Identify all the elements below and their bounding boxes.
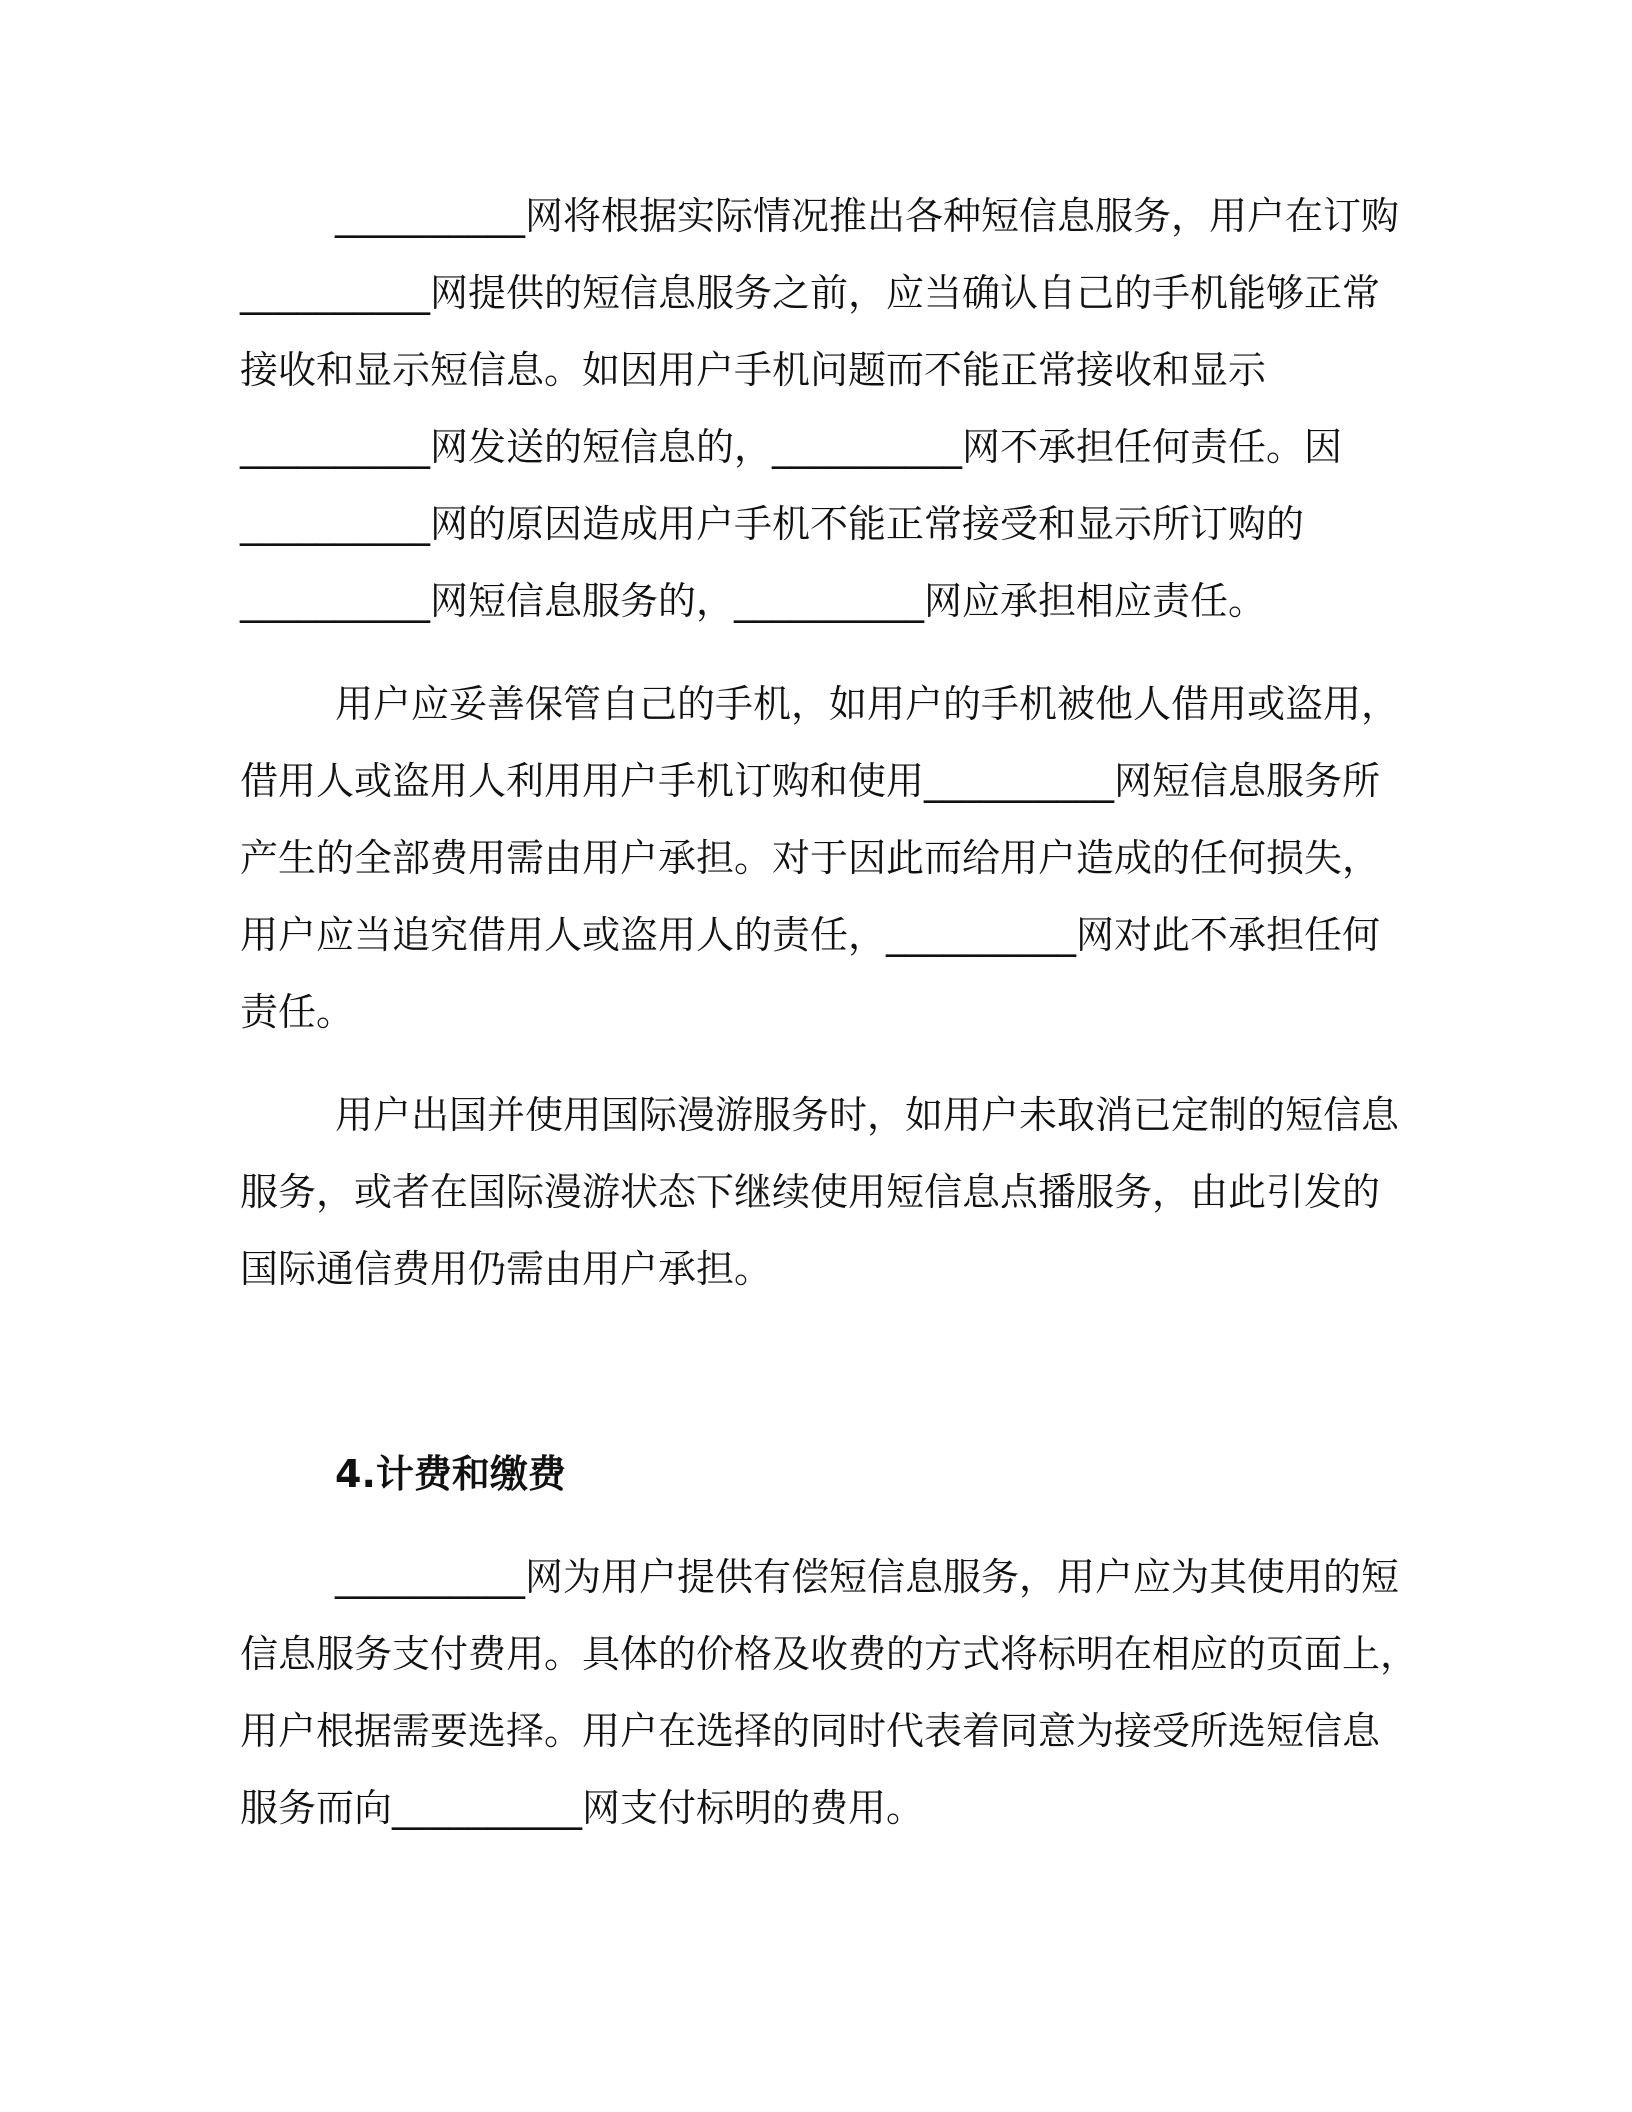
paragraph-2-line-3: 产生的全部费用需由用户承担。对于因此而给用户造成的任何损失， — [240, 836, 1381, 880]
paragraph-3-line-2: 服务，或者在国际漫游状态下继续使用短信息点播服务，由此引发的 — [240, 1170, 1381, 1214]
paragraph-3-line-3: 国际通信费用仍需由用户承担。 — [240, 1247, 773, 1291]
paragraph-2-line-5: 责任。 — [240, 990, 355, 1034]
paragraph-1-line-3: 接收和显示短信息。如因用户手机问题而不能正常接收和显示 — [240, 348, 1267, 392]
paragraph-1-line-1: __________网将根据实际情况推出各种短信息服务，用户在订购 — [335, 194, 1400, 238]
paragraph-2-line-1: 用户应妥善保管自己的手机，如用户的手机被他人借用或盗用， — [335, 682, 1400, 726]
paragraph-1-line-6: __________网短信息服务的，__________网应承担相应责任。 — [240, 579, 1267, 623]
section-paragraph-line-1: __________网为用户提供有偿短信息服务，用户应为其使用的短 — [335, 1555, 1400, 1599]
section-paragraph-line-4: 服务而向__________网支付标明的费用。 — [240, 1786, 925, 1830]
paragraph-2-line-4: 用户应当追究借用人或盗用人的责任，__________网对此不承担任何 — [240, 913, 1381, 957]
paragraph-3-line-1: 用户出国并使用国际漫游服务时，如用户未取消已定制的短信息 — [335, 1093, 1400, 1137]
paragraph-1-line-4: __________网发送的短信息的，__________网不承担任何责任。因 — [240, 425, 1343, 469]
paragraph-1-line-5: __________网的原因造成用户手机不能正常接受和显示所订购的 — [240, 502, 1305, 546]
section-paragraph-line-2: 信息服务支付费用。具体的价格及收费的方式将标明在相应的页面上， — [240, 1632, 1419, 1676]
section-heading: 4.计费和缴费 — [335, 1452, 566, 1496]
section-paragraph-line-3: 用户根据需要选择。用户在选择的同时代表着同意为接受所选短信息 — [240, 1709, 1381, 1753]
paragraph-2-line-2: 借用人或盗用人利用用户手机订购和使用__________网短信息服务所 — [240, 759, 1381, 803]
paragraph-1-line-2: __________网提供的短信息服务之前，应当确认自己的手机能够正常 — [240, 271, 1381, 315]
